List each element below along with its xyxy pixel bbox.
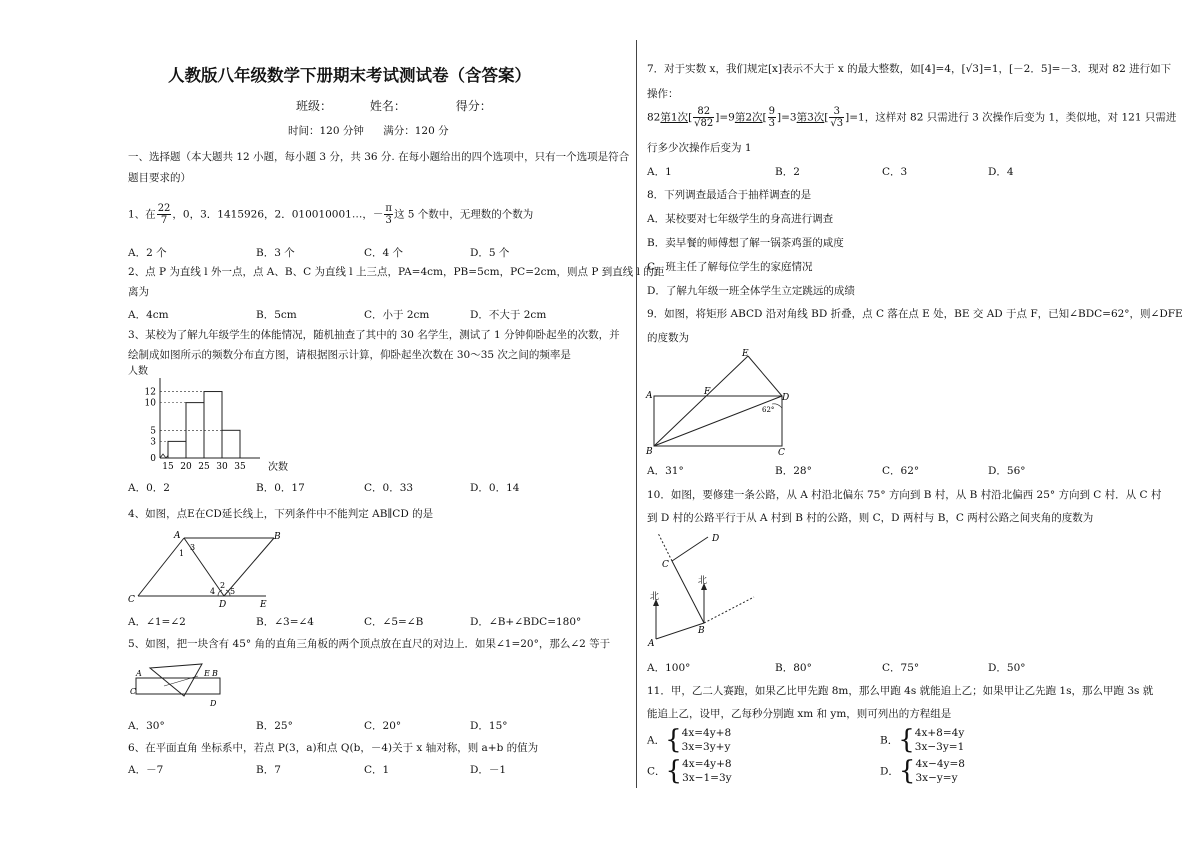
q5-label-e: E [204,669,210,678]
q1-prefix: 1、在 [128,208,156,221]
q7-step-1: 第1次 [660,111,689,124]
q6-stem: 6、在平面直角 坐标系中，若点 P(3，a)和点 Q(b，－4)关于 x 轴对称，则 a+b 的值为 [128,742,539,754]
q1-suffix: 这 5 个数中，无理数的个数为 [393,208,534,221]
q5-label-d: D [210,699,217,708]
q9-label-b: B [646,447,653,456]
q11-stem-line2: 能追上乙，设甲，乙每秒分别跑 xm 和 ym，则可列出的方程组是 [647,708,952,720]
q4-option-c[interactable]: C．∠5=∠B [364,616,424,628]
q6-option-a[interactable]: A．－7 [128,764,164,776]
q10-road-figure [644,527,784,651]
q10-option-a[interactable]: A．100° [647,662,691,674]
q4-angle-2: 2 [220,581,226,590]
q9-label-c: C [778,448,785,456]
x-tick-label: 15 [162,462,174,472]
q10-stem-line1: 10．如图，要修建一条公路，从 A 村沿北偏东 75° 方向到 B 村，从 B 村沿北偏西 25° 方向到 C 村．从 C 村 [647,489,1162,501]
q4-label-b: B [274,532,281,542]
q2-option-a[interactable]: A．4cm [128,309,169,321]
q2-stem-line1: 2、点 P 为直线 l 外一点，点 A、B、C 为直线 l 上三点，PA=4cm，PB=5cm，PC=2cm，则点 P 到直线 l 的距 [128,266,665,278]
x-tick-label: 30 [216,462,228,472]
q4-angle-5: 5 [230,587,236,596]
y-tick-label: 0 [150,454,156,464]
q7-stem-line1: 7．对于实数 x，我们规定[x]表示不大于 x 的最大整数，如[4]=4，[√3]=1，[－2．5]=－3．现对 82 进行如下 [647,63,1172,75]
q10-option-d[interactable]: D．50° [988,662,1026,674]
histogram-bar [168,441,186,458]
q10-option-b[interactable]: B．80° [775,662,812,674]
q7-option-b[interactable]: B．2 [775,166,800,178]
q11-option-d[interactable]: D．{ 4x−4y=8 3x−y=y [880,756,965,786]
q9-label-e: E [742,349,749,359]
q10-north-1: 北 [650,592,660,602]
x-tick-label: 25 [198,462,210,472]
q1-option-c[interactable]: C．4 个 [364,247,404,259]
x-axis-label: 次数 [268,462,288,473]
page-title: 人教版八年级数学下册期末考试测试卷（含答案） [168,66,531,85]
x-tick-label: 35 [234,462,246,472]
q4-option-d[interactable]: D．∠B+∠BDC=180° [470,616,582,628]
q5-label-c: C [130,687,137,696]
q4-label-c: C [128,595,135,605]
q1-stem [128,203,533,226]
q1-frac-2: $\frac{\pi}{3}$ [385,203,392,226]
q3-stem-line1: 3、某校为了解九年级学生的体能情况，随机抽查了其中的 30 名学生，测试了 1 分钟仰卧起坐的次数，并 [128,329,620,341]
q3-option-a[interactable]: A．0．2 [128,482,170,494]
q2-option-b[interactable]: B．5cm [256,309,297,321]
q1-option-a[interactable]: A．2 个 [128,247,167,259]
q7-step-3: 第3次 [796,111,825,124]
q9-fold-figure [644,344,804,456]
q9-angle-62: 62° [762,406,775,414]
q4-label-a: A [174,531,181,541]
score-label: 得分： [455,99,492,113]
q1-mid: ，0，3．1415926，2．010010001…，－ [172,208,384,221]
q7-stem-line4: 行多少次操作后变为 1 [647,142,752,154]
q8-stem: 8．下列调查最适合于抽样调查的是 [647,189,812,201]
q4-angle-1: 1 [179,549,185,558]
column-divider [636,40,637,788]
q11-option-a[interactable]: A．{ 4x=4y+8 3x=3y+y [647,725,732,755]
q2-option-c[interactable]: C．小于 2cm [364,309,430,321]
q4-option-b[interactable]: B．∠3=∠4 [256,616,314,628]
q4-angle-4: 4 [210,587,216,596]
q4-option-a[interactable]: A．∠1=∠2 [128,616,186,628]
q2-option-d[interactable]: D．不大于 2cm [470,309,547,321]
class-line [296,97,492,114]
q8-option-a[interactable]: A．某校要对七年级学生的身高进行调查 [647,213,834,225]
q9-stem-line2: 的度数为 [647,332,689,344]
y-tick-label: 12 [144,387,156,398]
y-tick-label: 10 [144,398,156,409]
q11-stem-line1: 11．甲，乙二人赛跑，如果乙比甲先跑 8m，那么甲跑 4s 就能追上乙；如果甲让乙先跑 1s，那么甲跑 3s 就 [647,685,1154,697]
time-line [288,124,449,138]
q6-option-c[interactable]: C．1 [364,764,390,776]
q6-option-d[interactable]: D．－1 [470,764,507,776]
histogram-bar [222,430,240,458]
q10-label-b: B [698,626,705,636]
name-label: 姓名： [369,99,406,113]
q9-option-a[interactable]: A．31° [647,465,684,477]
q7-option-a[interactable]: A．1 [647,166,672,178]
y-axis-label: 人数 [128,366,148,377]
q3-stem-line2: 绘制成如图所示的频数分布直方图，请根据图示计算，仰卧起坐次数在 30～35 次之间的频率是 [128,349,571,361]
q5-option-d[interactable]: D．15° [470,720,508,732]
q5-option-b[interactable]: B．25° [256,720,293,732]
q5-option-c[interactable]: C．20° [364,720,402,732]
q4-label-e: E [260,600,267,610]
q10-stem-line2: 到 D 村的公路平行于从 A 村到 B 村的公路，则 C，D 两村与 B，C 两村公路之间夹角的度数为 [647,512,1094,524]
histogram-bar [204,392,222,458]
q10-label-c: C [662,560,669,570]
q3-option-c[interactable]: C．0．33 [364,482,414,494]
y-tick-label: 5 [150,426,156,437]
q1-option-d[interactable]: D．5 个 [470,247,510,259]
q10-north-2: 北 [698,576,708,586]
q9-label-a: A [646,391,653,401]
q10-label-a: A [648,639,655,649]
q5-label-a: A [136,669,142,678]
q1-frac-1: $\frac{22}{7}$ [157,203,171,226]
q9-option-c[interactable]: C．62° [882,465,920,477]
q11-option-c[interactable]: C．{ 4x=4y+8 3x−1=3y [647,756,732,786]
q8-option-c[interactable]: C．班主任了解每位学生的家庭情况 [647,261,813,273]
q5-label-b: B [212,669,218,678]
class-label: 班级： [296,99,333,113]
q7-stem-line2: 操作： [647,88,679,100]
q8-option-b[interactable]: B．卖早餐的师傅想了解一锅茶鸡蛋的咸度 [647,237,844,249]
q10-option-c[interactable]: C．75° [882,662,920,674]
q11-option-b[interactable]: B．{ 4x+8=4y 3x−3y=1 [880,725,965,755]
q9-option-b[interactable]: B．28° [775,465,812,477]
q7-option-c[interactable]: C．3 [882,166,908,178]
q9-label-f: F [704,387,711,397]
q9-stem-line1: 9．如图，将矩形 ABCD 沿对角线 BD 折叠，点 C 落在点 E 处，BE 交 AD 于点 F，已知∠BDC=62°，则∠DFE [647,308,1183,320]
section-heading: 一、选择题（本大题共 12 小题，每小题 3 分，共 36 分. 在每小题给出的四个选项中，只有一个选项是符合 [128,151,630,163]
y-tick-label: 3 [150,437,156,448]
q3-option-b[interactable]: B．0．17 [256,482,305,494]
full-score-text: 满分：120 分 [383,125,449,137]
q6-option-b[interactable]: B．7 [256,764,281,776]
q4-label-d: D [219,600,227,610]
q3-option-d[interactable]: D．0．14 [470,482,520,494]
q9-label-d: D [782,393,790,403]
x-tick-label: 20 [180,462,192,472]
q2-stem-line2: 离为 [128,286,149,298]
q1-option-b[interactable]: B．3 个 [256,247,295,259]
time-text: 时间：120 分钟 [288,125,364,137]
q7-option-d[interactable]: D．4 [988,166,1014,178]
q4-angle-3: 3 [190,543,196,552]
q10-label-d: D [712,534,720,544]
section-heading-cont: 题目要求的） [128,172,191,184]
q7-step-2: 第2次 [734,111,763,124]
q9-option-d[interactable]: D．56° [988,465,1026,477]
q5-option-a[interactable]: A．30° [128,720,165,732]
q4-stem: 4、如图，点E在CD延长线上，下列条件中不能判定 AB∥CD 的是 [128,508,434,520]
q8-option-d[interactable]: D．了解九年级一班全体学生立定跳远的成绩 [647,285,855,297]
q7-operation-line: 82第1次[ $\frac{82}{√82}$ ]=9第2次[ $\frac{9}{3}$ ]=3第3次[ $\frac{3}{√3}$ ]=1，这样对 82 只需进行 3 次操作后变为 1，类似地，对 121 只需进 [647,106,1177,129]
histogram-chart [126,364,296,476]
q5-ruler-triangle-figure [128,656,228,708]
q5-stem: 5、如图，把一块含有 45° 角的直角三角板的两个顶点放在直尺的对边上．如果∠1=20°，那么∠2 等于 [128,638,611,650]
q4-parallel-figure [124,528,284,614]
